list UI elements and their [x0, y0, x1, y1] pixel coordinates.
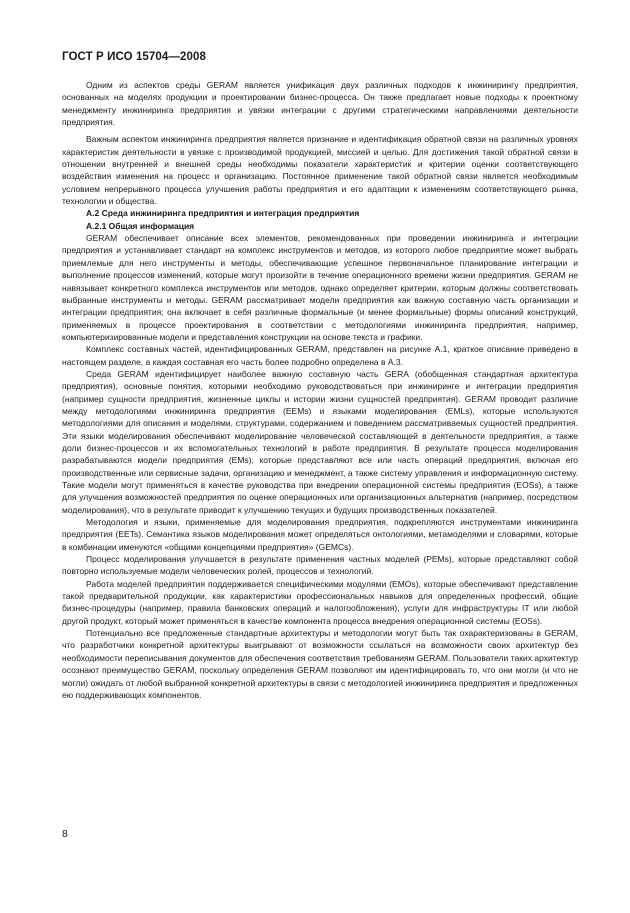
paragraph-gera-concepts: Среда GERAM идентифицирует наиболее важную составную часть GERA (обобщенная стандартная архитектура предприятия), основные понятия, которыми необходимо руководствоваться при инжиниринге и интеграции предприятия (например сущности предприятия, жизненные циклы и истории жизни сущностей предприятия). GERAM проводит различие между методологиями инжиниринга предприятия (EEMs) и языками моделирования (EMLs), которые используются методологиями для описания и моделями, структурами, содержанием и поведением рассматриваемых сущностей предприятия. Эти языки моделирования обеспечивают моделирование человеческой составляющей в деятельности предприятия, а также доли бизнес-процессов и их вспомогательных технологий в работе предприятия. В результате процесса моделирования разрабатываются модели предприятия (EMs), которые представляют все или часть операций предприятия, включая его производственные или сервисные задачи, организацию и менеджмент, а также систему управления и информационную систему. Такие модели могут применяться в качестве руководства при внедрении операционной системы предприятия (EOSs), а также для улучшения возможностей предприятия по оценке операционных или организационных альтернатив (например, посредством моделирования), что в результате приводит к улучшению текущих и будущих производственных показателей.: [62, 368, 578, 515]
document-body: [62, 79, 578, 701]
paragraph-methodology-languages: Методология и языки, применяемые для моделирования предприятия, подкрепляются инструментами инжиниринга предприятия (EETs). Семантика языков моделирования может определяться онтологиями, метамоделями и словарями, которые в комбинации именуются «общими концепциями предприятия» (GEMCs).: [62, 517, 578, 552]
paragraph-modeling-process: Процесс моделирования улучшается в результате применения частных моделей (PEMs), которые представляют собой повторно используемые модели человеческих ролей, процессов и технологий.: [62, 554, 578, 577]
paragraph-feedback: Важным аспектом инжиниринга предприятия является признание и идентификация обратной связи на различных уровнях характеристик деятельности в увязке с производимой продукцией, миссией и целью. Для достижения такой обратной связи в отношении внутренней и внешней среды необходимы показатели характеристик и критерии оценки соответствующего воздействия изменения на процесс и организацию. Постоянное применение такой обратной связи является необходимым условием непрерывного процесса улучшения работы предприятия и его адаптации к изменениям соответствующего рынка, технологии и общества.: [62, 134, 578, 207]
paragraph-architectures: Потенциально все предложенные стандартные архитектуры и методологии могут быть так охарактеризованы в GERAM, что разработчики конкретной архитектуры выигрывают от возможности ссылаться на возможности своих архитектур без необходимости переписывания документов для обеспечения соответствия требованиям GERAM. Пользователи таких архитектур осознают преимущество GERAM, поскольку определения GERAM позволяют им идентифицировать то, что они могли (и что не могли) ожидать от любой выбранной конкретной архитектуры в связи с методологией инжиниринга предприятия и предложенных ею поддерживающих компонентов.: [62, 628, 578, 700]
document-header: ГОСТ Р ИСО 15704—2008: [62, 51, 207, 63]
paragraph-geram-description: GERAM обеспечивает описание всех элементов, рекомендованных при проведении инжиниринга и интеграции предприятия и устанавливает стандарт на комплекс инструментов и методов, из которого любое предприятие может выбрать приемлемые для него инструменты и методы, обеспечивающие успешное первоначальное планирование интеграции и выполнение процессов изменений, которые могут произойти в течение операционного времени жизни предприятия. GERAM не навязывает конкретного комплекса инструментов или методов, однако определяет критерии, которым должны соответствовать выбранные инструменты и методы. GERAM рассматривает модели предприятия как важную составную часть организации и интеграции предприятия; она включает в себя различные формальные (и менее формальные) формы описаний конструкций, применяемых в процессе проектирования в соответствии с методологиями инжиниринга предприятия, например, компьютеризированные модели и представления конструкции на основе текста и графики.: [62, 233, 578, 342]
paragraph-components: Комплекс составных частей, идентифицированных GERAM, представлен на рисунке А.1, краткое описание приведено в настоящем разделе, а каждая составная его часть более подробно определена в А.3.: [62, 344, 578, 367]
paragraph-enterprise-modules: Работа моделей предприятия поддерживается специфическими модулями (EMOs), которые обеспечивают представление такой предварительной продукции, как характеристики профессиональных навыков для определенных профессий, общие бизнес-процедуры (например, правила банковских операций и налогообложения), услуги для инфраструктуры IT или любой другой продукт, который может применяться в качестве компонента процесса внедрения операционной системы (EOSs).: [62, 578, 578, 626]
subsection-heading-a21: А.2.1 Общая информация: [86, 220, 195, 231]
paragraph-geram-unification: Одним из аспектов среды GERAM является унификация двух различных подходов к инжинирингу предприятия, основанных на моделях продукции и проектировании бизнес-процесса. Он также предлагает новые подходы к проектному менеджменту инжиниринга предприятия и увязки интеграции с другими стратегическими направлениями деятельности предприятия.: [62, 80, 578, 128]
page-number: 8: [62, 828, 68, 840]
section-heading-a2: А.2 Среда инжиниринга предприятия и интеграция предприятия: [86, 208, 360, 219]
